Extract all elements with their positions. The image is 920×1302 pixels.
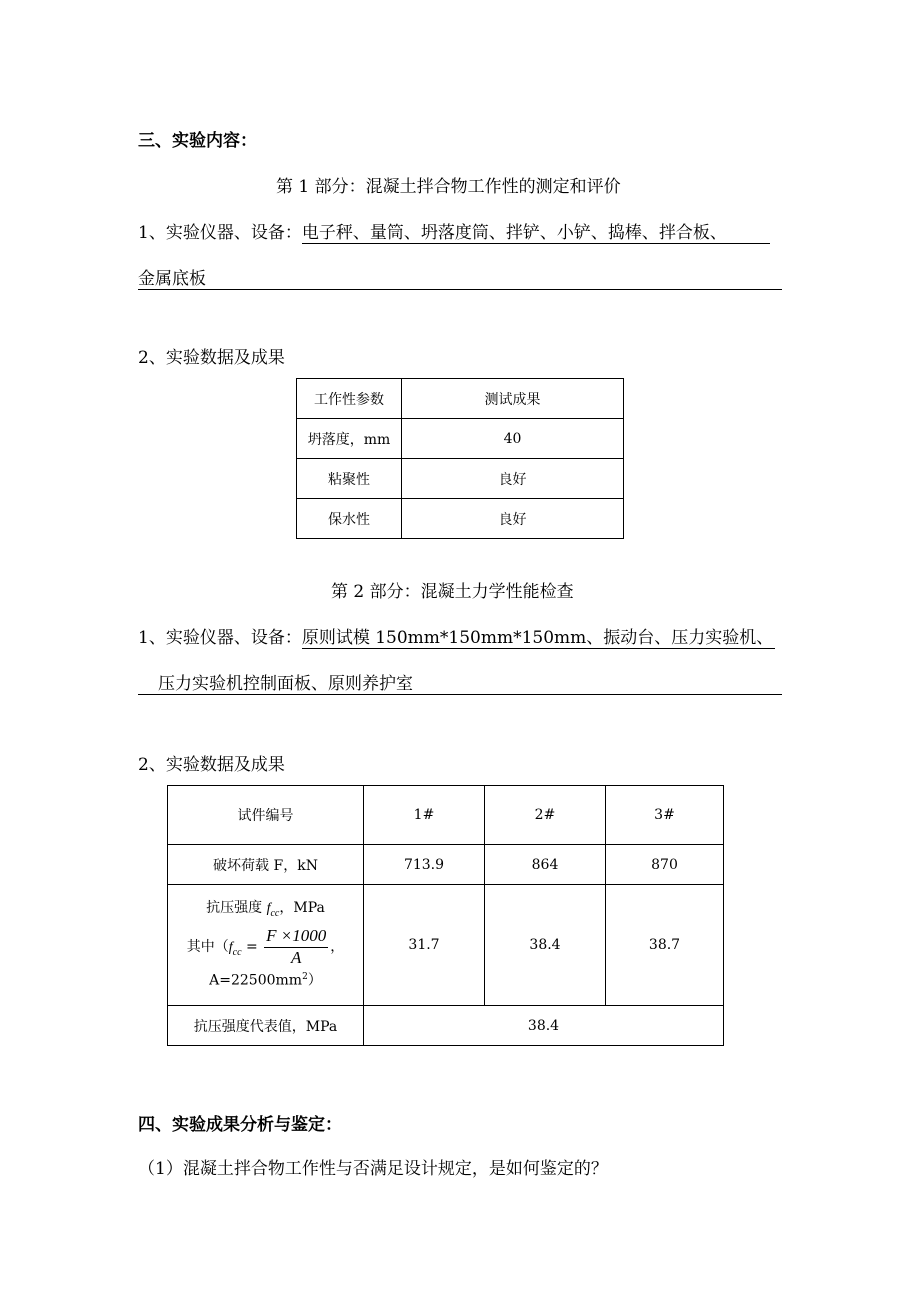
part2-equipment-line2: 压力实验机控制面板、原则养护室	[158, 674, 413, 694]
part1-title: 第 1 部分：混凝土拌合物工作性的测定和评价	[276, 177, 621, 197]
table-row	[168, 786, 724, 845]
strength-label	[168, 900, 363, 920]
table-header: 2#	[485, 786, 606, 845]
table-row	[297, 419, 624, 459]
strength-label-text: 抗压强度	[206, 900, 263, 917]
table-cell: 864	[485, 845, 606, 885]
table-cell: 870	[606, 845, 724, 885]
part2-equipment-line2-wrap	[138, 669, 782, 695]
part2-equipment	[138, 623, 775, 649]
formula-lhs	[228, 940, 242, 958]
workability-table	[296, 378, 624, 539]
part1-equipment-line2: 金属底板	[138, 264, 782, 290]
section4-heading: 四、实验成果分析与鉴定：	[138, 1115, 342, 1135]
table-cell: 31.7	[364, 885, 485, 1006]
table-header: 测试成果	[402, 379, 624, 419]
section4-question-1: （1）混凝土拌合物工作性与否满足设计规定，是如何鉴定的？	[138, 1159, 608, 1179]
symbol-f: f	[266, 901, 271, 917]
strength-unit: ，MPa	[279, 900, 325, 917]
part1-equipment-label: 1、实验仪器、设备：	[138, 223, 302, 243]
area-text	[168, 972, 363, 989]
table-row	[297, 379, 624, 419]
area-value: A=22500mm	[209, 972, 303, 989]
formula-denominator: A	[291, 947, 302, 967]
table-header: 1#	[364, 786, 485, 845]
part1-data-label: 2、实验数据及成果	[138, 348, 285, 368]
table-row	[168, 1006, 724, 1046]
part2-equipment-label: 1、实验仪器、设备：	[138, 628, 302, 648]
area-sup: 2	[302, 972, 308, 983]
table-cell: 粘聚性	[297, 459, 402, 499]
part2-data-label: 2、实验数据及成果	[138, 755, 285, 775]
table-cell: 保水性	[297, 499, 402, 539]
table-cell: 抗压强度代表值，MPa	[168, 1006, 364, 1046]
table-cell: 38.4	[364, 1006, 724, 1046]
table-row	[168, 885, 724, 1006]
table-cell: 良好	[402, 499, 624, 539]
strength-formula	[168, 926, 363, 968]
formula-lhs-sub: cc	[232, 946, 242, 958]
formula-prefix: 其中（	[186, 939, 229, 956]
table-cell: 破坏荷载 F，kN	[168, 845, 364, 885]
part1-equipment-list: 电子秤、量筒、坍落度筒、拌铲、小铲、捣棒、拌合板、	[302, 218, 770, 244]
strength-table	[167, 785, 724, 1046]
formula-eq: =	[245, 939, 258, 956]
table-row	[168, 845, 724, 885]
formula-lhs-f: f	[228, 940, 233, 956]
table-header: 3#	[606, 786, 724, 845]
table-row	[297, 459, 624, 499]
table-cell: 40	[402, 419, 624, 459]
formula-numerator: F ×1000	[264, 926, 328, 947]
part1-equipment	[138, 218, 770, 244]
formula-suffix: ，	[330, 939, 345, 956]
table-cell: 38.7	[606, 885, 724, 1006]
symbol-sub: cc	[270, 908, 280, 920]
table-cell: 38.4	[485, 885, 606, 1006]
formula-fraction	[264, 926, 328, 968]
table-row	[297, 499, 624, 539]
table-cell: 坍落度，mm	[297, 419, 402, 459]
table-cell: 713.9	[364, 845, 485, 885]
part2-title: 第 2 部分：混凝土力学性能检查	[331, 582, 574, 602]
strength-formula-cell	[168, 885, 364, 1006]
strength-symbol	[266, 901, 280, 920]
table-header: 试件编号	[168, 786, 364, 845]
section3-heading: 三、实验内容：	[138, 131, 257, 151]
area-close: ）	[307, 972, 322, 989]
part2-equipment-list: 原则试模 150mm*150mm*150mm、振动台、压力实验机、	[302, 623, 775, 649]
table-cell: 良好	[402, 459, 624, 499]
table-header: 工作性参数	[297, 379, 402, 419]
